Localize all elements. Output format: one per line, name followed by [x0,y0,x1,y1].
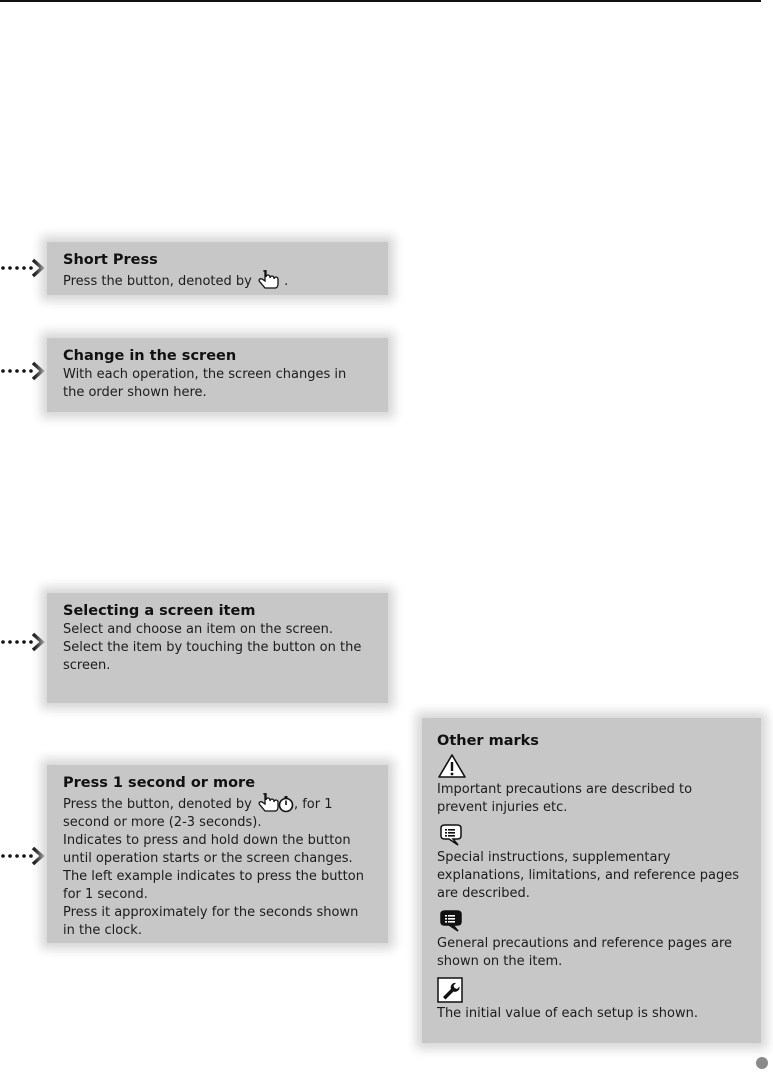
short-press-text [63,270,378,291]
dotted-arrow-icon [0,361,46,381]
mark-line: are described. [437,886,530,901]
press-long-line: until operation starts or the screen changes. [63,851,353,866]
short-press-box [47,242,388,295]
dotted-arrow-icon [0,258,46,278]
change-screen-line: the order shown here. [63,385,207,400]
mark-line: Special instructions, supplementary [437,850,671,865]
press-long-box [47,765,388,943]
change-screen-line: With each operation, the screen changes in [63,367,347,382]
dotted-arrow-icon [0,846,46,866]
press-long-title: Press 1 second or more [63,775,256,791]
change-screen-box [47,338,388,412]
press-long-line: second or more (2-3 seconds). [63,815,262,830]
short-press-text-before: Press the button, denoted by [63,274,252,289]
press-long-line: Press it approximately for the seconds shown [63,905,359,920]
hand-press-icon [256,270,280,290]
press-long-line: Indicates to press and hold down the button [63,833,351,848]
mark-line: General precautions and reference pages are [437,936,733,951]
press-long-text-after: , for 1 [293,797,333,812]
caution-bubble-icon [437,909,467,933]
mark-line: Important precautions are described to [437,782,693,797]
select-item-line: Select the item by touching the button on the [63,640,362,655]
short-press-text-after: . [284,274,289,289]
press-long-line [63,793,378,814]
page-marker-dot [756,1057,768,1069]
mark-line: shown on the item. [437,954,563,969]
wrench-icon [437,977,463,1003]
mark-line: prevent injuries etc. [437,800,568,815]
mark-line: The initial value of each setup is shown. [437,1006,698,1021]
dotted-arrow-icon [0,632,46,652]
select-item-box [47,593,388,703]
short-press-title: Short Press [63,252,158,268]
press-long-text-before: Press the button, denoted by [63,797,252,812]
select-item-line: screen. [63,658,111,673]
press-long-line: in the clock. [63,923,142,938]
warning-triangle-icon [437,753,467,779]
mark-line: explanations, limitations, and reference pages [437,868,739,883]
other-marks-title: Other marks [437,733,539,749]
select-item-line: Select and choose an item on the screen. [63,622,334,637]
change-screen-title: Change in the screen [63,348,237,364]
note-bubble-icon [437,823,467,847]
top-rule [0,0,761,2]
press-long-line: The left example indicates to press the button [63,869,364,884]
other-marks-box [422,718,761,1043]
press-long-line: for 1 second. [63,887,148,902]
select-item-title: Selecting a screen item [63,603,256,619]
hand-hold-clock-icon [256,793,294,813]
